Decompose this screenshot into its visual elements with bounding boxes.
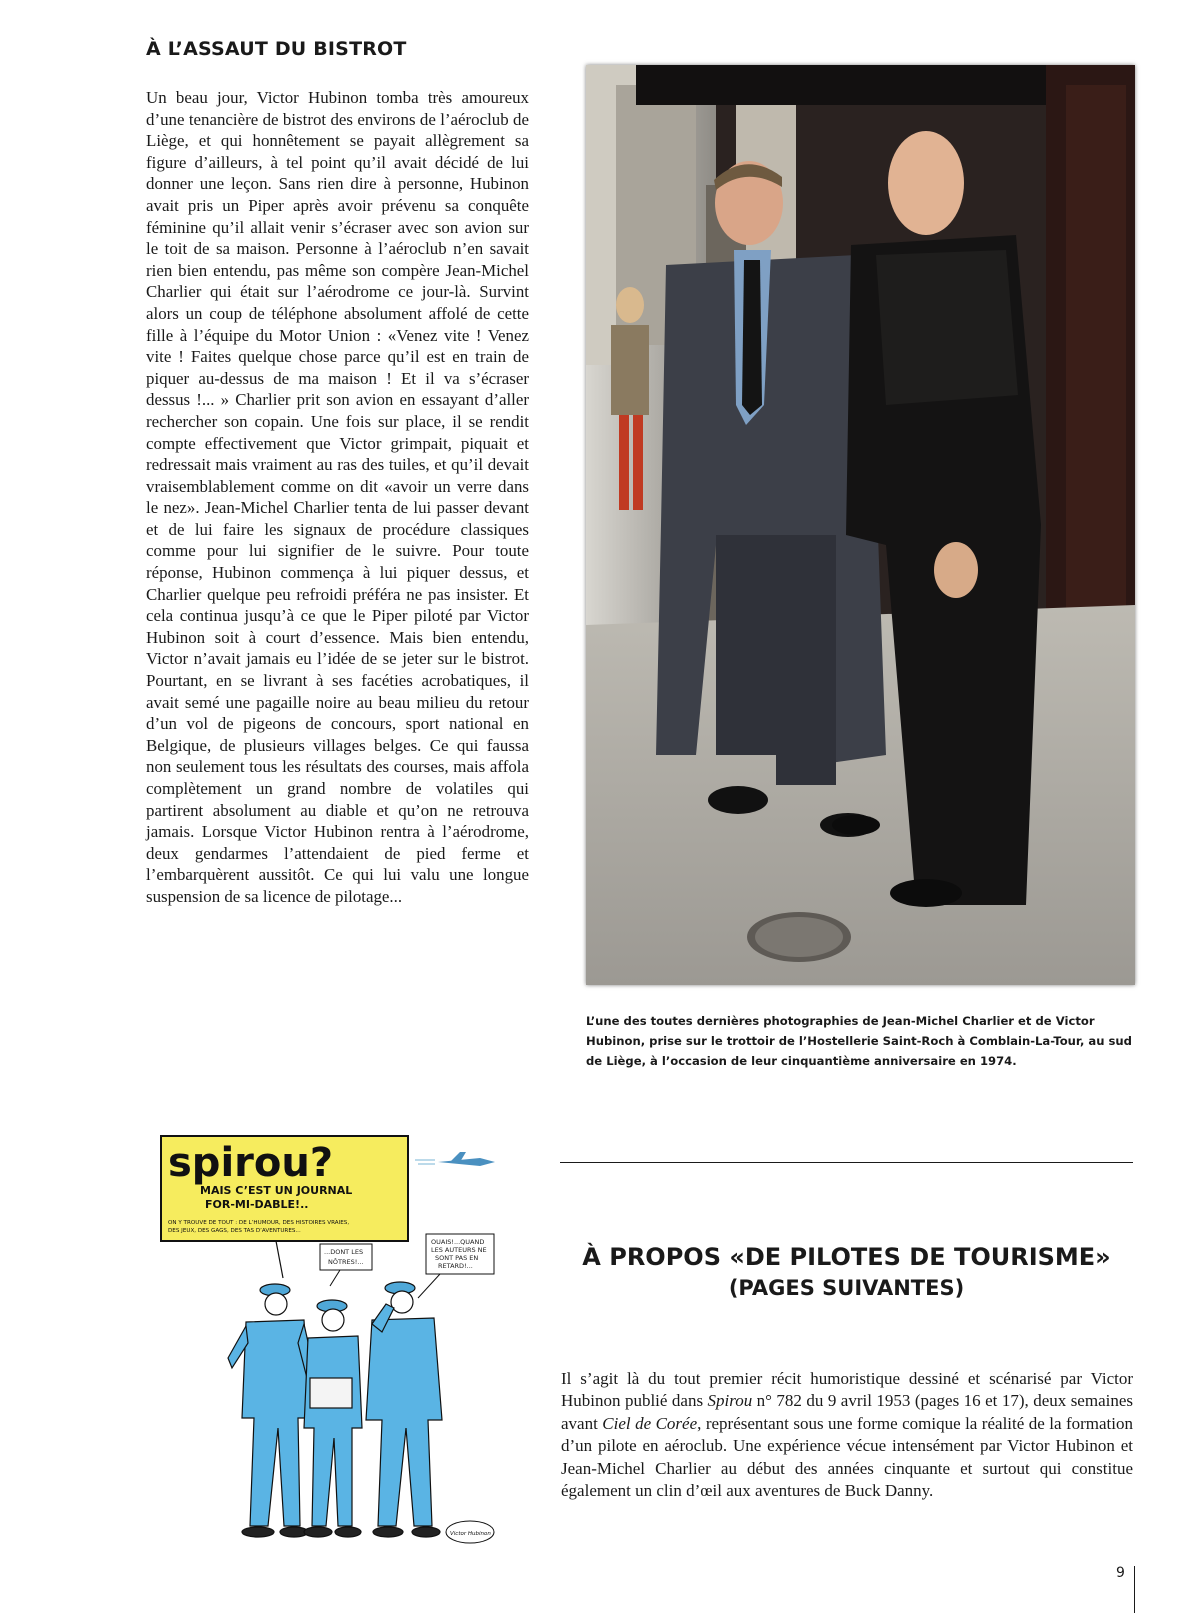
article-heading: À L’ASSAUT DU BISTROT — [146, 38, 407, 60]
bubble-2-line-2: NÔTRES!... — [328, 1258, 364, 1266]
pilot-middle — [304, 1300, 362, 1537]
section-body-text-2: n° 782 du 9 avril 1953 (pages 16 et 17), deux semaines avant — [561, 1391, 1134, 1433]
bubble-3-line-3: SONT PAS EN — [435, 1254, 479, 1262]
spirou-logo: spirou? — [168, 1140, 334, 1186]
section-body-italic-1: Spirou — [707, 1391, 753, 1411]
comic-signature: Victor Hubinon — [450, 1531, 491, 1537]
spirou-small-1: ON Y TROUVE DE TOUT : DE L’HUMOUR, DES HISTOIRES VRAIES, — [168, 1220, 350, 1226]
bubble-3-line-4: RETARD!... — [438, 1262, 473, 1270]
jet-icon — [415, 1152, 495, 1166]
bubble-3-line-2: LES AUTEURS NE — [431, 1246, 487, 1254]
spirou-comic-illustration — [150, 1128, 520, 1558]
bubble-2-line-1: ...DONT LES — [324, 1248, 364, 1256]
article-paragraph: Un beau jour, Victor Hubinon tomba très amoureux d’une tenancière de bistrot des environs de l’aéroclub de Liège, et qui honnêtement se payait allègrement sa figure d’ailleurs, à tel point qu’il avait décidé de lui donner une leçon. Sans rien dire à personne, Hubinon avait pris un Piper après avoir prévenu sa conquête féminine qu’il allait venir s’écraser avec son avion sur le toit de sa maison. Personne à l’aéroclub n’en savait rien bien entendu, pas même son compère Jean-Michel Charlier qui était sur l’aérodrome ce jour-là. Survint alors un coup de téléphone absolument affolé de cette fille à l’équipe du Motor Union : «Venez vite ! Venez vite ! Faites quelque chose parce qu’il est en train de piquer au-dessus de ma maison ! Et il va s’écraser dessus !... » Charlier prit son avion en essayant d’aller rechercher son copain. Une fois sur place, il se rendit compte effectivement que Victor grimpait, piquait et redressait mais vraiment au ras des tuiles, et qu’il devait vraisemblablement comme on dit «avoir un verre dans le nez». Jean-Michel Charlier tenta de lui passer devant et de lui faire les signaux de procédure classiques comme pour lui signifier de le suivre. Pour toute réponse, Hubinon commença à lui piquer dessus, et Charlier quelque peu refroidi préféra ne pas insister. Et cela continua jusqu’à ce que le Piper piloté par Victor Hubinon soit à court d’essence. Mais bien entendu, Victor n’avait jamais eu l’idée de se jeter sur le bistrot. Pourtant, en se livrant à ses facéties acrobatiques, il avait semé une pagaille noire au beau milieu du retour d’un vol de pigeons de concours, sport national en Belgique, de plusieurs villages belges. Ce qui faussa non seulement tous les résultats des courses, mais affola complètement un grand nombre de volatiles qui partirent absolument au diable et qu’on ne retrouva jamais. Lorsque Victor Hubinon rentra à l’aérodrome, deux gendarmes l’attendaient de pied ferme et l’embarquèrent aussitôt. Ce qui lui valu une longue suspension de sa licence de pilotage... — [146, 88, 529, 906]
page-number: 9 — [1116, 1565, 1125, 1581]
spirou-tagline-1: MAIS C’EST UN JOURNAL — [200, 1184, 353, 1197]
section-title: À PROPOS «DE PILOTES DE TOURISME» — [582, 1243, 1111, 1271]
page-number-rule — [1134, 1566, 1135, 1613]
section-body-italic-2: Ciel de Corée — [602, 1413, 698, 1433]
photo-charlier-hubinon — [586, 65, 1135, 985]
section-body-text-1: Il s’agit là du tout premier récit humoristique dessiné et scénarisé par Victor Hubinon publié dans — [561, 1369, 1133, 1411]
section-paragraph — [561, 1368, 1133, 1502]
section-body-text-3: , représentant sous une forme comique la réalité de la formation d’un pilote en aéroclub. Une expérience vécue intensément par Victor Hubinon et Jean-Michel Charlier au début des années cinquante et surtout qui constitue également un clin d’œil aux aventures de Buck Danny. — [561, 1413, 1133, 1501]
spirou-small-2: DES JEUX, DES GAGS, DES TAS D’AVENTURES... — [168, 1228, 301, 1234]
bubble-3-line-1: OUAIS!...QUAND — [431, 1238, 485, 1246]
section-divider — [560, 1162, 1133, 1163]
spirou-tagline-2: FOR-MI-DABLE!.. — [205, 1198, 309, 1211]
article-body — [146, 87, 529, 908]
section-subtitle: (PAGES SUIVANTES) — [728, 1276, 965, 1300]
photo-caption: L’une des toutes dernières photographies de Jean-Michel Charlier et de Victor Hubinon, prise sur le trottoir de l’Hostellerie Saint-Roch à Comblain-La-Tour, au sud de Liège, à l’occasion de leur cinquantième anniversaire en 1974. — [586, 1014, 1132, 1068]
section-body — [561, 1368, 1133, 1502]
pilot-right — [366, 1282, 442, 1537]
magazine-icon — [310, 1378, 352, 1408]
pilot-left — [228, 1284, 316, 1537]
